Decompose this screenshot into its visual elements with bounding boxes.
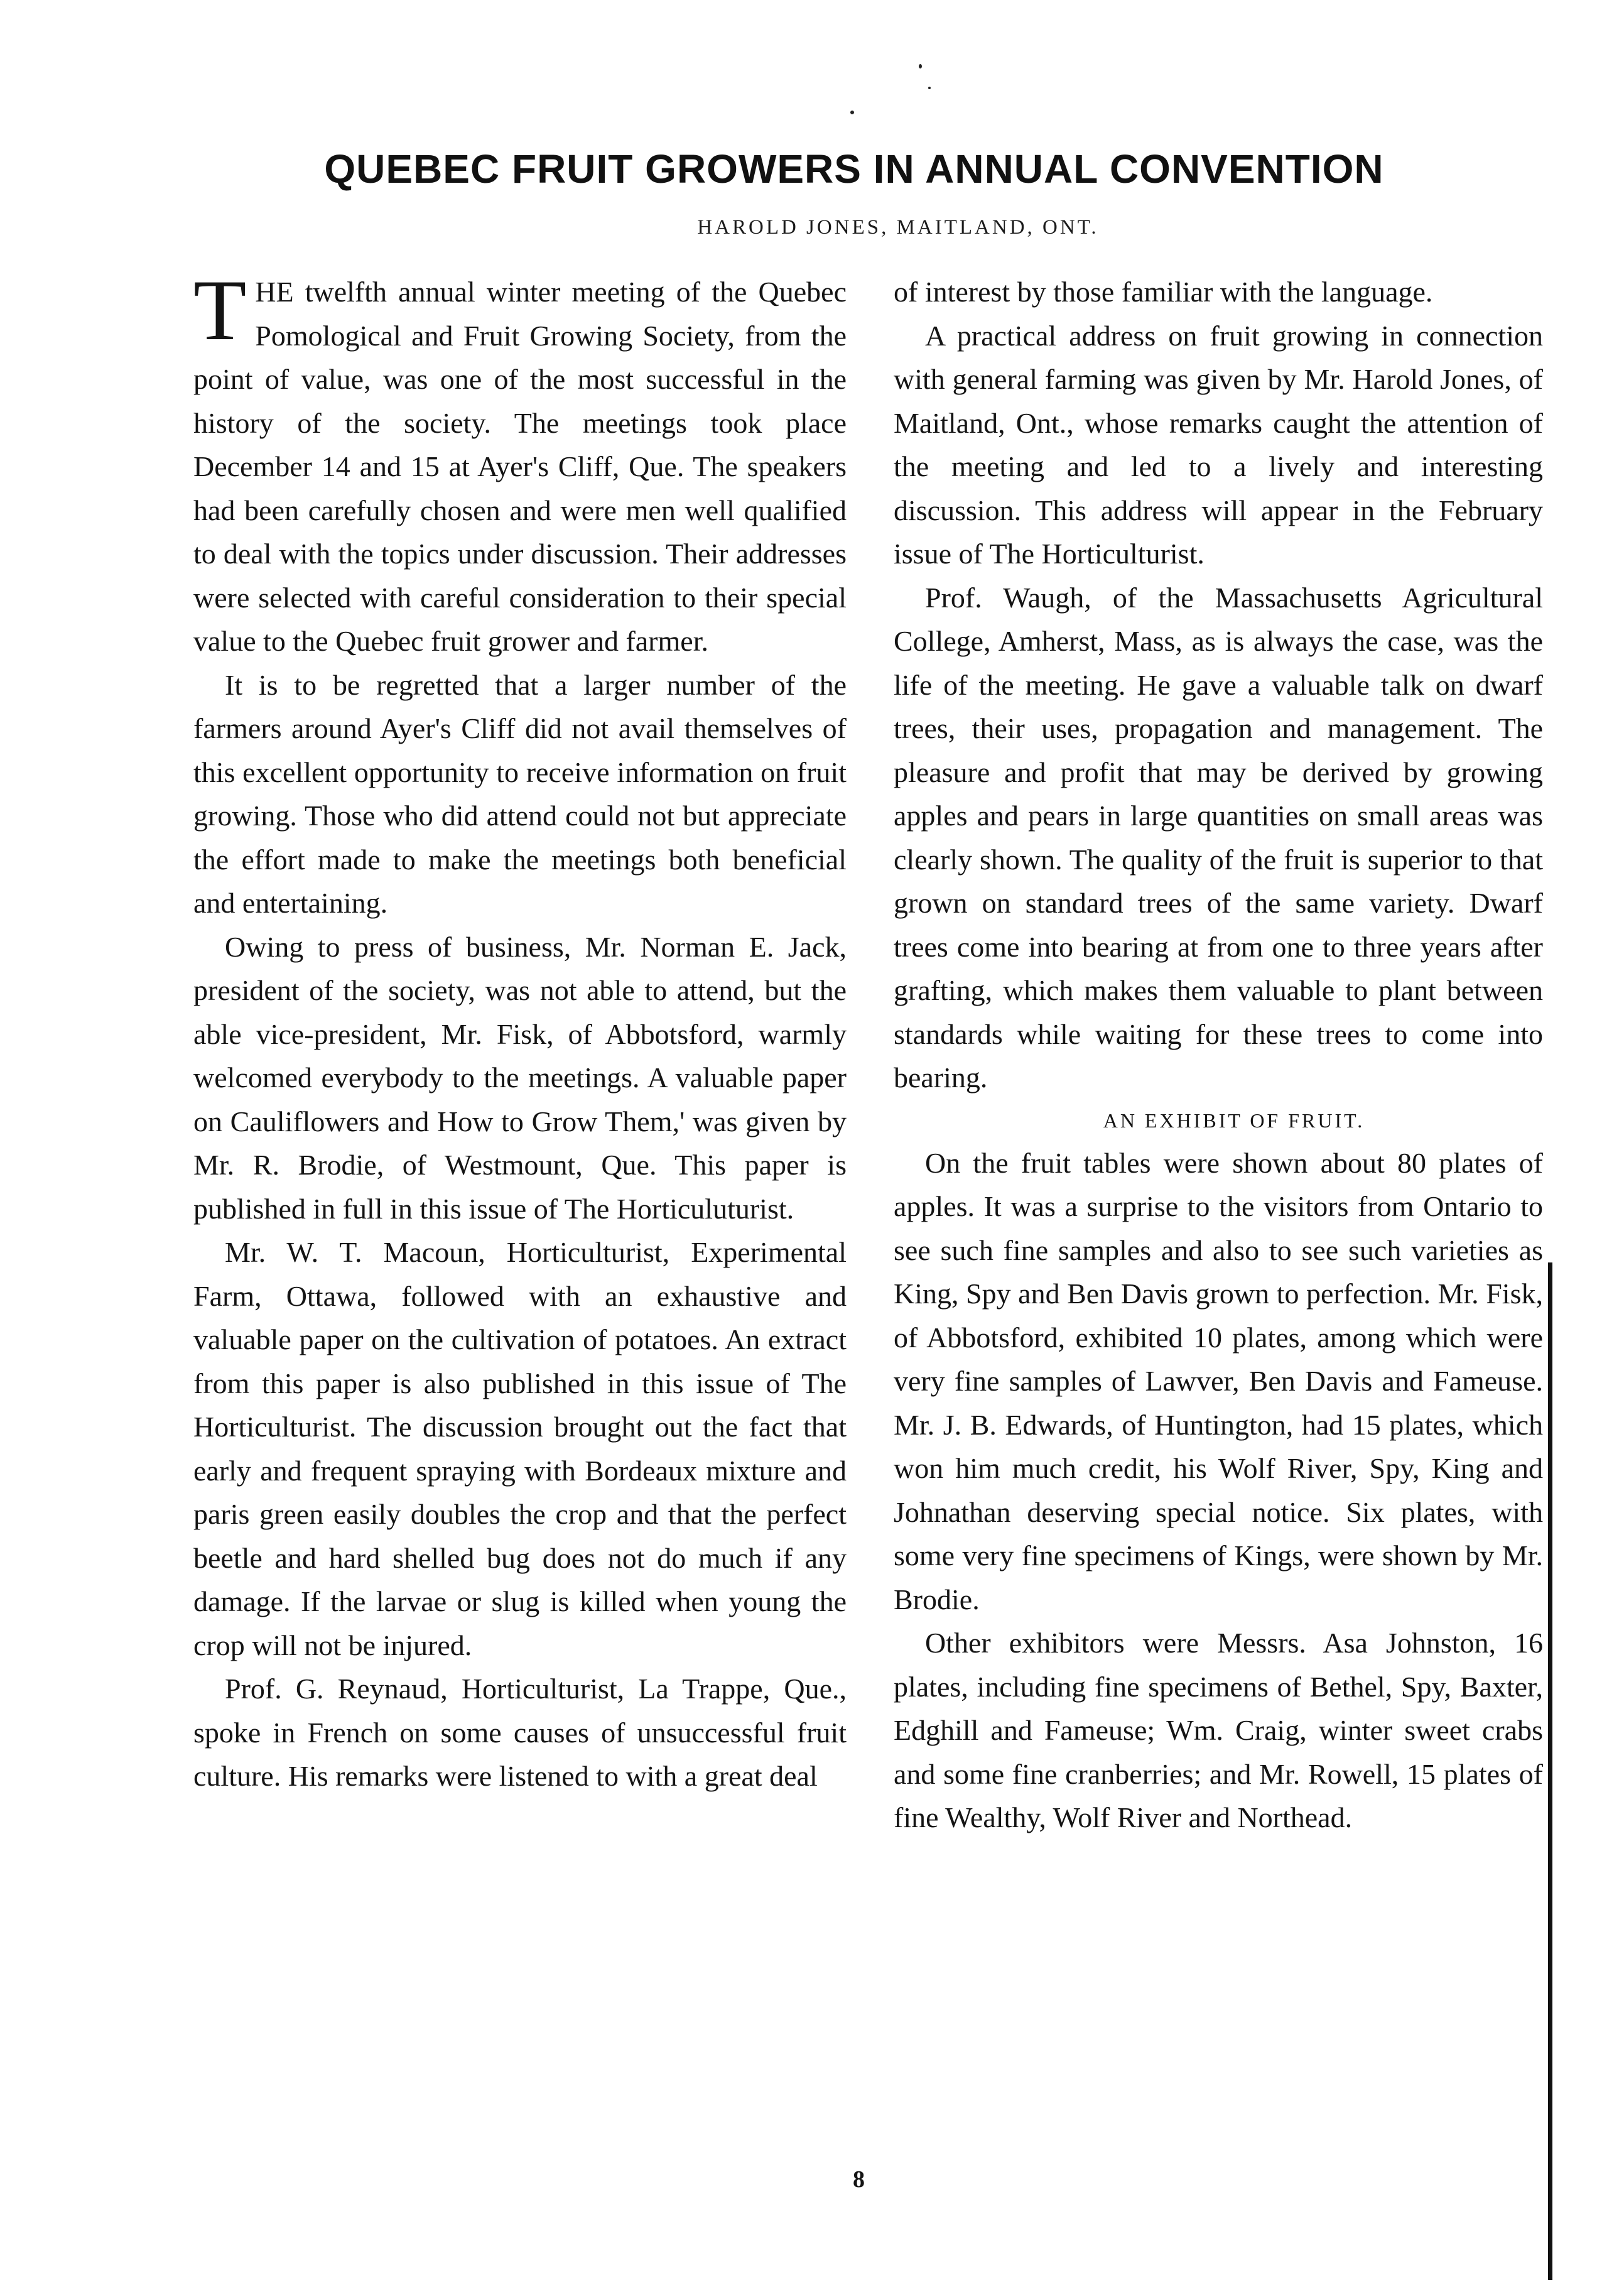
page-number: 8	[853, 2166, 865, 2193]
paragraph: Other exhibitors were Messrs. Asa Johnston, 16 plates, including fine specimens of Bethel, Spy, Baxter, Edghill and Fameuse; Wm. Craig, winter sweet crabs and some fine cranberries; and Mr. Rowell, 15 plates of fine Wealthy, Wolf River and Northead.	[894, 1627, 1543, 1833]
print-speck	[928, 87, 931, 89]
paragraph-text: HE twelfth annual winter meeting of the Quebec Pomological and Fruit Growing Society, from the point of value, was one of the most successful in the history of the society. The meetings took place December 14 and 15 at Ayer's Cliff, Que. The speakers had been carefully chosen and were men well qualified to deal with the topics under discussion. Their addresses were selected with careful consideration to their special value to the Quebec fruit grower and farmer.	[193, 276, 847, 657]
left-column	[193, 262, 847, 1798]
section-subheading: AN EXHIBIT OF FRUIT.	[1103, 1109, 1365, 1132]
article-title: QUEBEC FRUIT GROWERS IN ANNUAL CONVENTION	[324, 146, 1384, 192]
paragraph: A practical address on fruit growing in connection with general farming was given by Mr. Harold Jones, of Maitland, Ont., whose remarks caught the attention of the meeting and led to a lively and interesting discussion. This address will appear in the February issue of The Horticulturist.	[894, 319, 1543, 570]
print-speck	[919, 64, 922, 68]
paragraph: Mr. W. T. Macoun, Horticulturist, Experimental Farm, Ottawa, followed with an exhaustive and valuable paper on the cultivation of potatoes. An extract from this paper is also published in this issue of The Horticulturist. The discussion brought out the fact that early and frequent spraying with Bordeaux mixture and paris green easily doubles the crop and that the perfect beetle and hard shelled bug does not do much if any damage. If the larvae or slug is killed when young the crop will not be injured.	[193, 1236, 847, 1661]
paragraph: Prof. Waugh, of the Massachusetts Agricultural College, Amherst, Mass, as is always the case, was the life of the meeting. He gave a valuable talk on dwarf trees, their uses, propagation and management. The pleasure and profit that may be derived by growing apples and pears in large quantities on small areas was clearly shown. The quality of the fruit is superior to that grown on standard trees of the same variety. Dwarf trees come into bearing at from one to three years after grafting, which makes them valuable to plant between standards while waiting for these trees to come into bearing.	[894, 581, 1543, 1094]
paragraph: Owing to press of business, Mr. Norman E. Jack, president of the society, was not able to attend, but the able vice-president, Mr. Fisk, of Abbotsford, warmly welcomed everybody to the meetings. A valuable paper on Cauliflowers and How to Grow Them,' was given by Mr. R. Brodie, of Westmount, Que. This paper is published in full in this issue of The Horticuluturist.	[193, 930, 847, 1225]
paragraph: It is to be regretted that a larger number of the farmers around Ayer's Cliff did not avail themselves of this excellent opportunity to receive information on fruit growing. Those who did attend could not but appreciate the effort made to make the meetings both beneficial and entertaining.	[193, 668, 847, 919]
paragraph-continuation: of interest by those familiar with the language.	[894, 276, 1433, 308]
scan-edge-bar	[1548, 1262, 1552, 2280]
paragraph: Prof. G. Reynaud, Horticulturist, La Trappe, Que., spoke in French on some causes of unsuccessful fruit culture. His remarks were listened to with a great deal	[193, 1673, 847, 1792]
article-byline: HAROLD JONES, MAITLAND, ONT.	[697, 216, 1099, 239]
paragraph: On the fruit tables were shown about 80 plates of apples. It was a surprise to the visitors from Ontario to see such fine samples and also to see such varieties as King, Spy and Ben Davis grown to perfection. Mr. Fisk, of Abbotsford, exhibited 10 plates, among which were very fine samples of Lawver, Ben Davis and Fameuse. Mr. J. B. Edwards, of Huntington, had 15 plates, which won him much credit, his Wolf River, Spy, King and Johnathan deserving special notice. Six plates, with some very fine specimens of Kings, were shown by Mr. Brodie.	[894, 1146, 1543, 1615]
right-column	[894, 270, 1543, 1840]
paragraph	[193, 262, 847, 663]
drop-cap: T	[193, 262, 247, 358]
print-speck	[850, 111, 854, 114]
